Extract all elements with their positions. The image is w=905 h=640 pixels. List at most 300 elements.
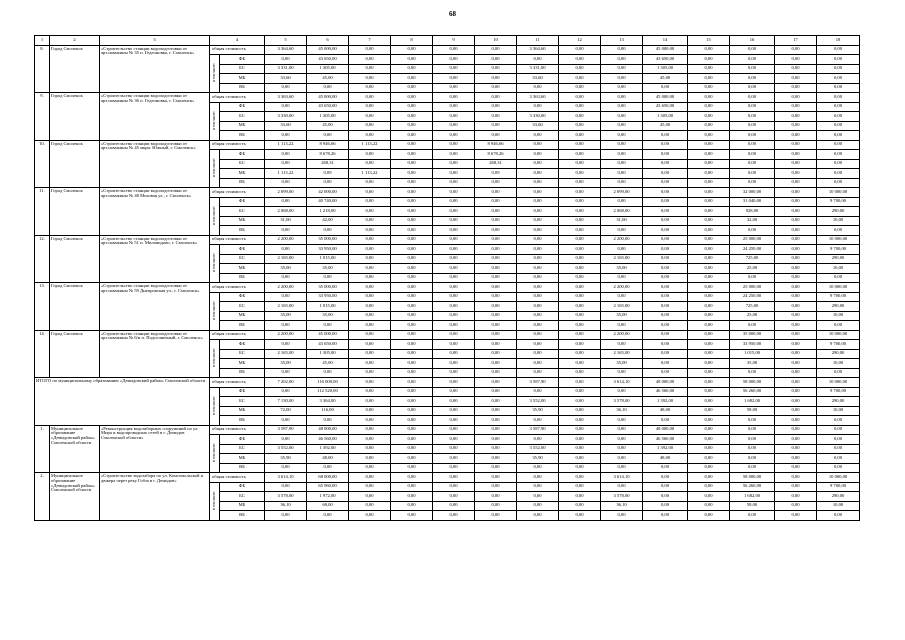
value-cell: 45,00	[643, 121, 688, 131]
value-cell: 0,00	[601, 112, 643, 122]
value-cell: 9 700,00	[817, 197, 860, 207]
value-cell: 0,00	[559, 169, 601, 179]
value-cell: 10 000,00	[817, 378, 860, 388]
value-cell: 0,00	[433, 397, 475, 407]
value-cell: 36,10	[601, 406, 643, 416]
value-cell: 0,00	[349, 254, 391, 264]
header-cell: 1	[35, 36, 50, 46]
value-cell: 35,00	[265, 264, 307, 274]
value-cell: 10 000,00	[817, 283, 860, 293]
value-cell: 0,00	[817, 321, 860, 331]
value-cell: 7 202,00	[265, 378, 307, 388]
value-cell: 0,00	[688, 397, 730, 407]
value-cell: 0,00	[391, 397, 433, 407]
value-cell: 0,00	[517, 501, 559, 511]
municipality: Муниципальное образование «Демидовский район» Смоленской области	[50, 473, 100, 521]
value-cell: 0,00	[475, 112, 517, 122]
value-cell: 0,00	[517, 207, 559, 217]
value-cell: 0,00	[817, 55, 860, 65]
funding-type: БС	[220, 159, 265, 169]
funding-type: ВБ	[220, 511, 265, 521]
row-number: 2.	[35, 473, 50, 521]
value-cell: 0,00	[688, 330, 730, 340]
value-cell: 0,00	[475, 511, 517, 521]
header-cell: 3	[100, 36, 210, 46]
value-cell: 0,00	[559, 368, 601, 378]
value-cell: 0,00	[349, 416, 391, 426]
value-cell: 0,00	[601, 245, 643, 255]
value-cell: 0,00	[517, 245, 559, 255]
vertical-label-text: в том числе:	[211, 300, 216, 320]
value-cell: 0,00	[559, 93, 601, 103]
value-cell: 43 650,00	[307, 340, 349, 350]
value-cell: 0,00	[517, 226, 559, 236]
value-cell: 0,00	[643, 501, 688, 511]
header-cell: 16	[730, 36, 775, 46]
value-cell: 0,00	[643, 473, 688, 483]
value-cell: 0,00	[391, 444, 433, 454]
table-row	[35, 425, 860, 435]
value-cell: 0,00	[559, 55, 601, 65]
row-number: 9.	[35, 93, 50, 141]
value-cell: 58,00	[730, 406, 775, 416]
value-cell: 0,00	[433, 454, 475, 464]
value-cell: 0,00	[475, 425, 517, 435]
value-cell: 0,00	[775, 64, 817, 74]
funding-type: МБ	[220, 359, 265, 369]
value-cell: 0,00	[475, 273, 517, 283]
value-cell: 0,00	[265, 150, 307, 160]
value-cell: 0,00	[307, 226, 349, 236]
value-cell: 1 218,00	[307, 207, 349, 217]
value-cell: 35,00	[307, 311, 349, 321]
value-cell: 0,00	[433, 188, 475, 198]
value-cell: 7 130,00	[265, 397, 307, 407]
value-cell: 0,00	[349, 74, 391, 84]
value-cell: 0,00	[559, 235, 601, 245]
value-cell: 0,00	[775, 197, 817, 207]
value-cell: 0,00	[391, 435, 433, 445]
value-cell: 0,00	[349, 283, 391, 293]
funding-type: ФБ	[220, 55, 265, 65]
row-number: 14.	[35, 330, 50, 378]
value-cell: 31 040,00	[730, 197, 775, 207]
funding-type: общая стоимость	[210, 473, 265, 483]
value-cell: 0,00	[517, 311, 559, 321]
funding-type: МБ	[220, 454, 265, 464]
value-cell: 0,00	[517, 131, 559, 141]
value-cell: 0,00	[349, 492, 391, 502]
value-cell: 45,00	[307, 359, 349, 369]
value-cell: 0,00	[775, 482, 817, 492]
value-cell: 0,00	[559, 416, 601, 426]
value-cell: 0,00	[433, 273, 475, 283]
value-cell: 0,00	[559, 511, 601, 521]
value-cell: 0,00	[391, 283, 433, 293]
value-cell: 0,00	[559, 473, 601, 483]
value-cell: 0,00	[688, 150, 730, 160]
value-cell: 0,00	[730, 416, 775, 426]
value-cell: 1 305,00	[643, 112, 688, 122]
value-cell: 0,00	[688, 283, 730, 293]
value-cell: 0,00	[433, 435, 475, 445]
value-cell: 10,00	[817, 264, 860, 274]
value-cell: 0,00	[517, 254, 559, 264]
value-cell: 0,00	[601, 511, 643, 521]
value-cell: 0,00	[643, 302, 688, 312]
value-cell: 0,00	[349, 473, 391, 483]
vertical-label	[210, 387, 220, 425]
value-cell: 0,00	[391, 425, 433, 435]
value-cell: 3 552,00	[517, 444, 559, 454]
value-cell: 0,00	[349, 83, 391, 93]
value-cell: 0,00	[349, 340, 391, 350]
row-number: 13.	[35, 283, 50, 331]
value-cell: 0,00	[391, 482, 433, 492]
value-cell: 0,00	[775, 131, 817, 141]
value-cell: 0,00	[391, 330, 433, 340]
value-cell: 0,00	[688, 368, 730, 378]
vertical-label-text: в том числе:	[211, 158, 216, 177]
value-cell: 0,00	[517, 102, 559, 112]
value-cell: 0,00	[433, 140, 475, 150]
value-cell: 10 000,00	[817, 330, 860, 340]
value-cell: 45 000,00	[643, 93, 688, 103]
value-cell: 0,00	[601, 150, 643, 160]
value-cell: 0,00	[517, 435, 559, 445]
value-cell: 1 305,00	[307, 349, 349, 359]
value-cell: 0,00	[349, 397, 391, 407]
value-cell: 0,00	[775, 340, 817, 350]
value-cell: 0,00	[391, 207, 433, 217]
value-cell: 33,60	[265, 121, 307, 131]
value-cell: 0,00	[517, 349, 559, 359]
value-cell: 24 250,00	[730, 245, 775, 255]
value-cell: 0,00	[817, 102, 860, 112]
value-cell: 0,00	[307, 321, 349, 331]
value-cell: 0,00	[349, 425, 391, 435]
funding-type: БС	[220, 254, 265, 264]
table-row	[35, 330, 860, 340]
value-cell: 0,00	[730, 368, 775, 378]
value-cell: 0,00	[643, 321, 688, 331]
value-cell: 0,00	[688, 473, 730, 483]
value-cell: 0,00	[601, 140, 643, 150]
value-cell: 0,00	[688, 463, 730, 473]
value-cell: 0,00	[307, 511, 349, 521]
value-cell: 0,00	[775, 188, 817, 198]
value-cell: 33,60	[517, 74, 559, 84]
value-cell: 8 946,66	[307, 140, 349, 150]
value-cell: 0,00	[349, 511, 391, 521]
project-name: «Строительство станции водоподготовки от арт.скважины № 35 п. Гедеоновка, г. Смоленск»	[100, 45, 210, 93]
value-cell: 36,10	[601, 501, 643, 511]
value-cell: 0,00	[349, 131, 391, 141]
value-cell: 0,00	[730, 435, 775, 445]
value-cell: 0,00	[475, 340, 517, 350]
value-cell: 0,00	[475, 482, 517, 492]
value-cell: 0,00	[643, 292, 688, 302]
value-cell: 0,00	[475, 359, 517, 369]
table-row	[35, 93, 860, 103]
value-cell: 0,00	[433, 511, 475, 521]
value-cell: 0,00	[817, 273, 860, 283]
value-cell: 0,00	[307, 368, 349, 378]
value-cell: 3 552,00	[265, 444, 307, 454]
value-cell: 35 000,00	[730, 330, 775, 340]
value-cell: 0,00	[475, 378, 517, 388]
funding-type: БС	[220, 444, 265, 454]
value-cell: 0,00	[265, 387, 307, 397]
funding-type: МБ	[220, 216, 265, 226]
value-cell: 25,00	[730, 311, 775, 321]
value-cell: 0,00	[517, 273, 559, 283]
value-cell: 112 520,00	[307, 387, 349, 397]
municipality: Город Смоленск	[50, 235, 100, 283]
value-cell: 33,60	[517, 121, 559, 131]
value-cell: 0,00	[475, 216, 517, 226]
value-cell: 0,00	[775, 273, 817, 283]
value-cell: 0,00	[688, 311, 730, 321]
value-cell: 0,00	[433, 64, 475, 74]
value-cell: 0,00	[688, 64, 730, 74]
value-cell: 0,00	[601, 425, 643, 435]
value-cell: 0,00	[265, 416, 307, 426]
value-cell: 9 700,00	[817, 292, 860, 302]
value-cell: 0,00	[349, 64, 391, 74]
value-cell: 0,00	[817, 140, 860, 150]
value-cell: 0,00	[559, 311, 601, 321]
value-cell: 0,00	[433, 169, 475, 179]
municipality: Город Смоленск	[50, 140, 100, 188]
value-cell: 0,00	[475, 473, 517, 483]
value-cell: 0,00	[688, 226, 730, 236]
value-cell: 46 560,00	[643, 435, 688, 445]
value-cell: 2 099,00	[265, 188, 307, 198]
value-cell: 0,00	[475, 435, 517, 445]
value-cell: 0,00	[559, 264, 601, 274]
value-cell: 0,00	[475, 55, 517, 65]
value-cell: 0,00	[775, 93, 817, 103]
value-cell: 0,00	[433, 112, 475, 122]
funding-type: МБ	[220, 311, 265, 321]
value-cell: 0,00	[817, 416, 860, 426]
value-cell: 0,00	[775, 349, 817, 359]
value-cell: 3 330,00	[265, 112, 307, 122]
value-cell: 0,00	[817, 112, 860, 122]
value-cell: 0,00	[391, 216, 433, 226]
value-cell: 48,00	[307, 454, 349, 464]
row-number: 1.	[35, 425, 50, 473]
value-cell: 0,00	[433, 425, 475, 435]
value-cell: 0,00	[433, 321, 475, 331]
value-cell: 0,00	[688, 435, 730, 445]
value-cell: 0,00	[775, 311, 817, 321]
value-cell: 0,00	[349, 482, 391, 492]
vertical-label-text: в том числе:	[211, 63, 216, 82]
value-cell: 42,00	[307, 216, 349, 226]
value-cell: 0,00	[643, 273, 688, 283]
value-cell: 0,00	[349, 349, 391, 359]
value-cell: 45 000,00	[307, 93, 349, 103]
value-cell: 0,00	[775, 302, 817, 312]
value-cell: 0,00	[688, 112, 730, 122]
value-cell: 0,00	[775, 55, 817, 65]
value-cell: 3 614,10	[265, 473, 307, 483]
value-cell: 0,00	[559, 140, 601, 150]
value-cell: 0,00	[349, 387, 391, 397]
value-cell: 0,00	[349, 311, 391, 321]
value-cell: 2 165,00	[601, 302, 643, 312]
project-name: «Строительство станции водоподготовки от арт.скважины № 59 Днепровская ул., г. Смоленск»	[100, 283, 210, 331]
value-cell: 0,00	[265, 131, 307, 141]
value-cell: 0,00	[433, 473, 475, 483]
value-cell: 0,00	[730, 150, 775, 160]
header-cell: 14	[643, 36, 688, 46]
value-cell: 0,00	[559, 178, 601, 188]
value-cell: 0,00	[433, 207, 475, 217]
value-cell: 0,00	[349, 178, 391, 188]
value-cell: 0,00	[817, 444, 860, 454]
value-cell: 0,00	[817, 454, 860, 464]
value-cell: 0,00	[349, 197, 391, 207]
value-cell: 0,00	[775, 463, 817, 473]
project-name: «Строительство станции водоподготовки от арт.скважины № 6/н п. Подсолнечный, г. Смоленск»	[100, 330, 210, 378]
value-cell: 0,00	[817, 368, 860, 378]
value-cell: 0,00	[433, 444, 475, 454]
value-cell: 3 331,00	[265, 64, 307, 74]
value-cell: 0,00	[517, 330, 559, 340]
value-cell: 0,00	[688, 349, 730, 359]
value-cell: 0,00	[601, 169, 643, 179]
value-cell: 1 113,22	[349, 169, 391, 179]
value-cell: 1 015,00	[307, 254, 349, 264]
value-cell: 0,00	[601, 121, 643, 131]
value-cell: 0,00	[517, 368, 559, 378]
vertical-label	[210, 435, 220, 473]
value-cell: 0,00	[475, 397, 517, 407]
value-cell: 0,00	[475, 254, 517, 264]
value-cell: 0,00	[559, 397, 601, 407]
value-cell: 0,00	[775, 159, 817, 169]
vertical-label-text: в том числе:	[211, 395, 216, 415]
value-cell: 0,00	[643, 83, 688, 93]
value-cell: 48,00	[643, 454, 688, 464]
value-cell: 0,00	[391, 235, 433, 245]
value-cell: 0,00	[349, 226, 391, 236]
value-cell: 0,00	[559, 159, 601, 169]
value-cell: 0,00	[775, 169, 817, 179]
value-cell: 0,00	[688, 292, 730, 302]
value-cell: 0,00	[517, 482, 559, 492]
value-cell: 0,00	[265, 55, 307, 65]
value-cell: 0,00	[391, 473, 433, 483]
value-cell: 0,00	[601, 93, 643, 103]
value-cell: 35,00	[265, 359, 307, 369]
value-cell: 0,00	[391, 178, 433, 188]
value-cell: 2 165,00	[265, 302, 307, 312]
value-cell: 0,00	[433, 131, 475, 141]
value-cell: 0,00	[391, 463, 433, 473]
value-cell: 0,00	[688, 273, 730, 283]
value-cell: 0,00	[391, 387, 433, 397]
value-cell: 0,00	[349, 378, 391, 388]
value-cell: 3 578,00	[601, 397, 643, 407]
value-cell: 32 000,00	[730, 188, 775, 198]
value-cell: 0,00	[475, 74, 517, 84]
value-cell: 0,00	[730, 463, 775, 473]
value-cell: 0,00	[517, 416, 559, 426]
vertical-label	[210, 292, 220, 330]
value-cell: 65 960,00	[307, 482, 349, 492]
value-cell: 0,00	[349, 330, 391, 340]
value-cell: 0,00	[349, 435, 391, 445]
project-name: «Реконструкция водозаборных сооружений по ул. Мира и водопроводных сетей в г. Демидов Смоленской области»	[100, 425, 210, 473]
value-cell: 0,00	[475, 283, 517, 293]
table-row	[35, 140, 860, 150]
value-cell: 42 000,00	[307, 188, 349, 198]
value-cell: 0,00	[775, 74, 817, 84]
value-cell: 0,00	[475, 188, 517, 198]
value-cell: 0,00	[559, 444, 601, 454]
value-cell: 35,90	[517, 454, 559, 464]
vertical-label-text: в том числе:	[211, 443, 216, 462]
value-cell: 0,00	[643, 311, 688, 321]
value-cell: 0,00	[517, 264, 559, 274]
value-cell: 1 392,00	[307, 444, 349, 454]
vertical-label	[210, 482, 220, 520]
value-cell: 0,00	[517, 340, 559, 350]
value-cell: 0,09	[307, 169, 349, 179]
value-cell: 3 587,90	[517, 378, 559, 388]
value-cell: 0,00	[817, 150, 860, 160]
value-cell: 0,00	[475, 406, 517, 416]
value-cell: 0,00	[688, 188, 730, 198]
value-cell: 0,09	[475, 169, 517, 179]
value-cell: 0,00	[265, 511, 307, 521]
value-cell: 2 200,00	[601, 330, 643, 340]
value-cell: 10,00	[817, 216, 860, 226]
value-cell: 0,00	[517, 463, 559, 473]
value-cell: 40 740,00	[307, 197, 349, 207]
value-cell: 33 950,00	[730, 340, 775, 350]
value-cell: 0,00	[349, 359, 391, 369]
value-cell: 0,00	[775, 330, 817, 340]
header-cell: 15	[688, 36, 730, 46]
value-cell: 0,00	[517, 55, 559, 65]
value-cell: 290,00	[817, 302, 860, 312]
value-cell: 9 700,00	[817, 245, 860, 255]
funding-type: ВБ	[220, 273, 265, 283]
value-cell: 35,00	[601, 359, 643, 369]
value-cell: 0,00	[349, 292, 391, 302]
value-cell: 46 560,00	[307, 435, 349, 445]
value-cell: 2 165,00	[265, 254, 307, 264]
total-label: ИТОГО по муниципальному образованию «Демидовский район» Смоленской области	[35, 378, 210, 426]
header-cell: 17	[775, 36, 817, 46]
value-cell: 0,00	[643, 216, 688, 226]
value-cell: 0,00	[517, 473, 559, 483]
funding-type: БС	[220, 207, 265, 217]
value-cell: 0,00	[433, 254, 475, 264]
value-cell: 0,00	[475, 302, 517, 312]
value-cell: 0,00	[475, 264, 517, 274]
value-cell: 0,00	[391, 492, 433, 502]
value-cell: 0,00	[730, 55, 775, 65]
value-cell: 3 364,60	[517, 45, 559, 55]
value-cell: 0,00	[475, 501, 517, 511]
value-cell: 0,00	[559, 482, 601, 492]
